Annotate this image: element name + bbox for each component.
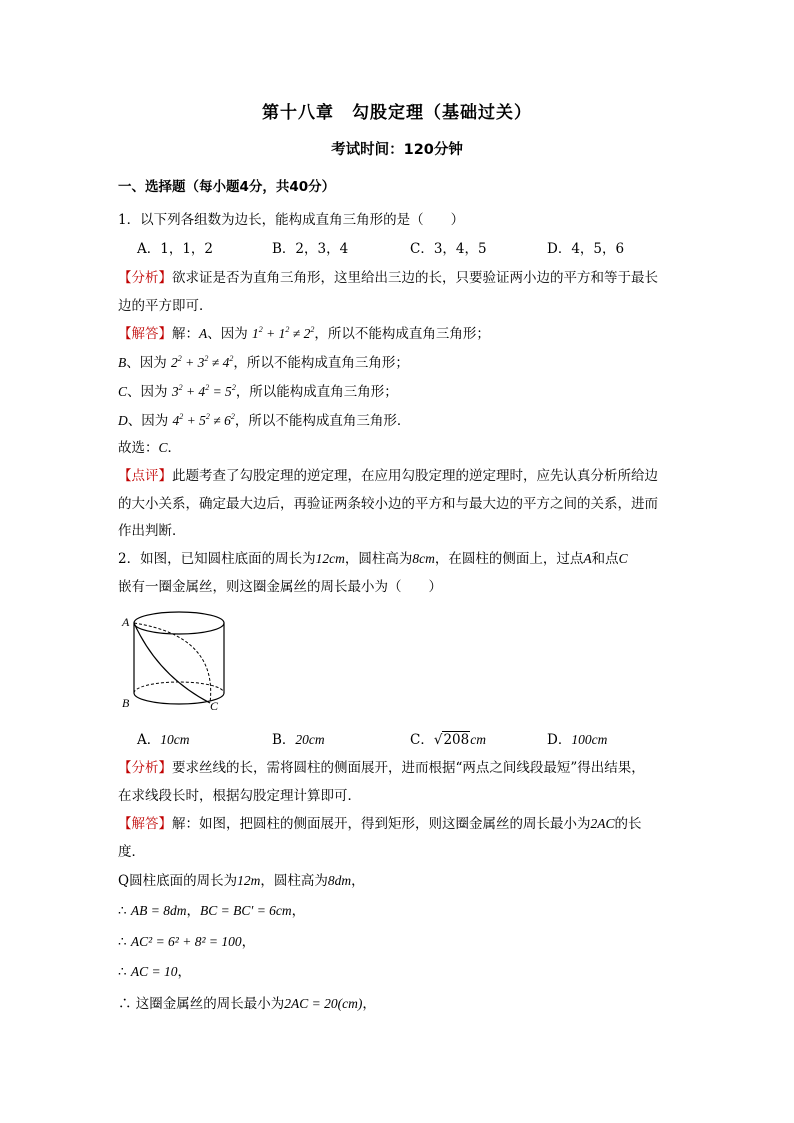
q2-step-5: ∴ 这圈金属丝的周长最小为2AC = 20(cm)， bbox=[118, 996, 376, 1012]
answer-tag: 【解答】 bbox=[118, 816, 172, 832]
q1-solution-b: B、因为 $2^2 + 3^2 \ne 4^2$，所以不能构成直角三角形； bbox=[118, 354, 409, 371]
q1-solution-d: D、因为 $4^2 + 5^2 \ne 6^2$，所以不能构成直角三角形． bbox=[118, 412, 411, 429]
q1-solution-c: C、因为 $3^2 + 4^2 = 5^2$，所以能构成直角三角形； bbox=[118, 383, 398, 400]
q2-step-3: ∴ AC² = 6² + 8² = 100， bbox=[118, 934, 256, 950]
q2-step-2: ∴ AB = 8dm，BC = BC′ = 6cm， bbox=[118, 903, 306, 919]
q1-stem: 1．以下列各组数为边长，能构成直角三角形的是（ ） bbox=[118, 212, 465, 228]
q2-stem-line2: 嵌有一圈金属丝，则这圈金属丝的周长最小为（ ） bbox=[118, 579, 442, 595]
q2-option-c: C．√208cm bbox=[410, 732, 486, 748]
q1-analysis: 【分析】欲求证是否为直角三角形，这里给出三边的长，只要验证两小边的平方和等于最长 bbox=[118, 270, 658, 286]
q1-comment-line3: 作出判断． bbox=[118, 523, 186, 539]
q2-option-a: A．10cm bbox=[137, 732, 190, 748]
q1-analysis-line2: 边的平方即可． bbox=[118, 298, 213, 314]
q1-expr-b: $2^2 + 3^2 \ne 4^2$ bbox=[171, 354, 234, 370]
q2-answer: 【解答】解：如图，把圆柱的侧面展开，得到矩形，则这圈金属丝的周长最小为2AC的长 bbox=[118, 816, 642, 832]
q2-option-d: D．100cm bbox=[547, 732, 608, 748]
q1-option-b: B．2，3，4 bbox=[272, 241, 349, 257]
q2-step-1: Q圆柱底面的周长为12m，圆柱高为8dm， bbox=[118, 873, 365, 889]
q2-analysis: 【分析】要求丝线的长，需将圆柱的侧面展开，进而根据“两点之间线段最短”得出结果， bbox=[118, 760, 645, 776]
q2-answer-line2: 度． bbox=[118, 844, 145, 860]
cylinder-figure bbox=[118, 606, 228, 716]
exam-time: 考试时间：120分钟 bbox=[331, 142, 463, 158]
q2-analysis-line2: 在求线段长时，根据勾股定理计算即可． bbox=[118, 788, 361, 804]
page-title: 第十八章 勾股定理（基础过关） bbox=[262, 103, 532, 123]
comment-tag: 【点评】 bbox=[118, 468, 172, 484]
figure-label-c: C bbox=[210, 699, 219, 713]
q1-comment-line2: 的大小关系，确定最大边后，再验证两条较小边的平方和与最大边的平方之间的关系，进而 bbox=[118, 496, 658, 512]
q1-choice: 故选：C． bbox=[118, 440, 182, 456]
q1-option-a: A．1，1，2 bbox=[137, 241, 214, 257]
section-heading: 一、选择题（每小题4分，共40分） bbox=[118, 179, 336, 195]
q1-option-c: C．3，4，5 bbox=[410, 241, 487, 257]
q2-option-b: B．20cm bbox=[272, 732, 325, 748]
analysis-tag: 【分析】 bbox=[118, 760, 172, 776]
analysis-tag: 【分析】 bbox=[118, 270, 172, 286]
q1-solution-a: 【解答】解：A、因为 $1^2 + 1^2 \ne 2^2$，所以不能构成直角三角形； bbox=[118, 325, 490, 342]
q1-expr-d: $4^2 + 5^2 \ne 6^2$ bbox=[172, 412, 235, 428]
figure-label-a: A bbox=[122, 615, 130, 629]
q1-expr-c: $3^2 + 4^2 = 5^2$ bbox=[171, 383, 236, 399]
q1-expr-a: $1^2 + 1^2 \ne 2^2$ bbox=[252, 325, 315, 341]
q1-option-d: D．4，5，6 bbox=[547, 241, 625, 257]
figure-label-b: B bbox=[122, 696, 130, 710]
q2-step-4: ∴ AC = 10， bbox=[118, 964, 192, 980]
answer-tag: 【解答】 bbox=[118, 326, 172, 342]
q2-stem: 2．如图，已知圆柱底面的周长为12cm，圆柱高为8cm，在圆柱的侧面上，过点A和点C bbox=[118, 551, 628, 567]
q1-comment: 【点评】此题考查了勾股定理的逆定理，在应用勾股定理的逆定理时，应先认真分析所给边 bbox=[118, 468, 658, 484]
